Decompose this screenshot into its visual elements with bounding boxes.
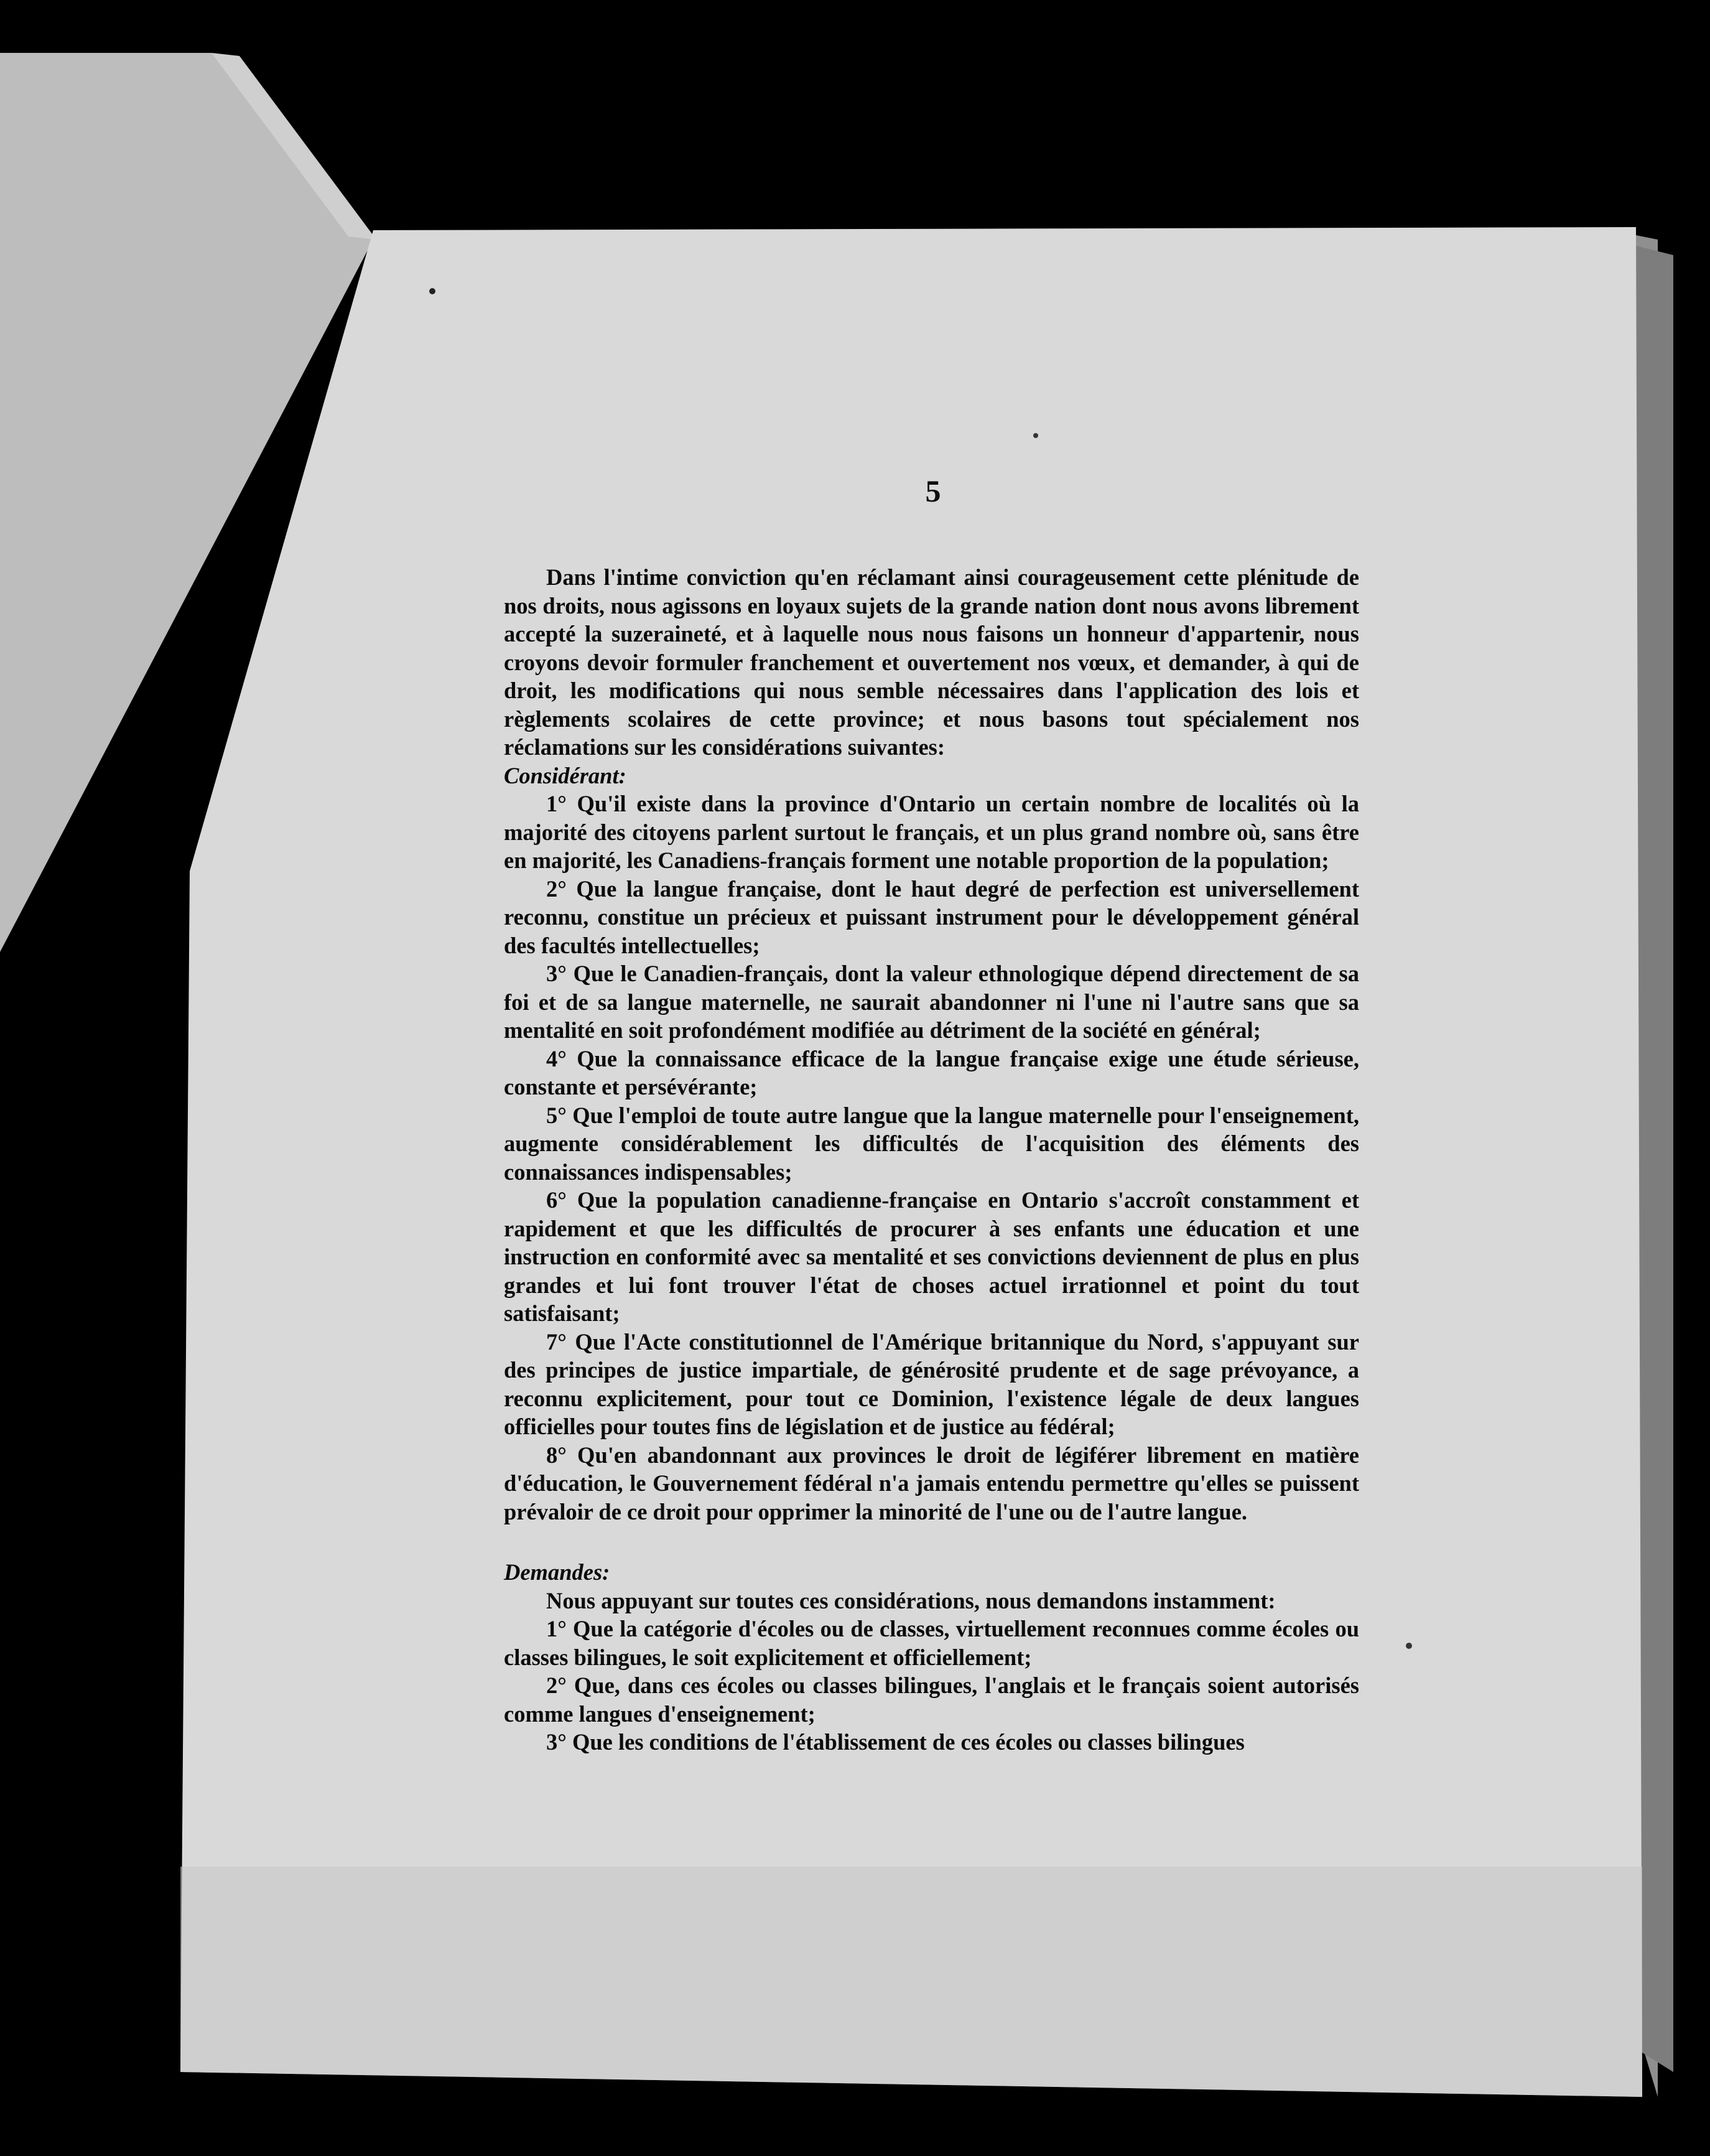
considerant-item: 7° Que l'Acte constitutionnel de l'Amérique britannique du Nord, s'appuyant sur des principes de justice impartiale, de générosité prudente et de sage prévoyance, a reconnu explicitement, pour tout ce Dominion, l'existence légale de deux langues officielles pour toutes fins de législation et de justice au fédéral; [504,1328,1359,1439]
demandes-intro: Nous appuyant sur toutes ces considérations, nous demandons instamment: [546,1587,1276,1613]
considerant-heading: Considérant: [504,762,626,788]
considerant-item: 6° Que la population canadienne-française en Ontario s'accroît constamment et rapidement et que les difficultés de procurer à ses enfants une éducation et une instruction en conformité avec sa mentalité et ses convictions deviennent de plus en plus grandes et lui font trouver l'état de choses actuel irrationnel et point du tout satisfaisant; [504,1187,1359,1326]
considerant-item: 8° Qu'en abandonnant aux provinces le droit de légiférer librement en matière d'éducation, le Gouvernement fédéral n'a jamais entendu permettre qu'elles se puissent prévaloir de ce droit pour opprimer la minorité de l'une ou de l'autre langue. [504,1442,1359,1524]
considerant-item: 1° Qu'il existe dans la province d'Ontario un certain nombre de localités où la majorité des citoyens parlent surtout le français, et un plus grand nombre où, sans être en majorité, les Canadiens-français forment une notable proportion de la population; [504,791,1359,873]
demandes-heading: Demandes: [504,1559,610,1585]
considerant-item: 3° Que le Canadien-français, dont la valeur ethnologique dépend directement de sa foi et de sa langue maternelle, ne saurait abandonner ni l'une ni l'autre sans que sa mentalité en soit profondément modifiée au détriment de la société en général; [504,961,1359,1043]
intro-paragraph: Dans l'intime conviction qu'en réclamant ainsi courageusement cette plénitude de nos droits, nous agissons en loyaux sujets de la grande nation dont nous avons librement accepté la suzeraineté, et à laquelle nous nous faisons un honneur d'appartenir, nous croyons devoir formuler franchement et ouvertement nos vœux, et demander, à qui de droit, les modifications qui nous semble nécessaires dans l'application des lois et règlements scolaires de cette province; et nous basons tout spécialement nos réclamations sur les considérations suivantes: [504,564,1359,760]
considerant-item: 2° Que la langue française, dont le haut degré de perfection est universellement reconnu, constitue un précieux et puissant instrument pour le développement général des facultés intellectuelles; [504,875,1359,958]
demande-item: 3° Que les conditions de l'établissement de ces écoles ou classes bilingues [546,1729,1245,1755]
considerant-item: 5° Que l'emploi de toute autre langue que la langue maternelle pour l'enseignement, augmente considérablement les difficultés de l'acquisition des éléments des connaissances indispensables; [504,1102,1359,1185]
document-body [504,563,1359,1757]
page-number: 5 [925,474,941,508]
demande-item: 2° Que, dans ces écoles ou classes bilingues, l'anglais et le français soient autorisés comme langues d'enseignement; [504,1673,1359,1727]
demande-item: 1° Que la catégorie d'écoles ou de classes, virtuellement reconnues comme écoles ou classes bilingues, le soit explicitement et officiellement; [504,1616,1359,1670]
considerant-item: 4° Que la connaissance efficace de la langue française exige une étude sérieuse, constante et persévérante; [504,1045,1359,1099]
